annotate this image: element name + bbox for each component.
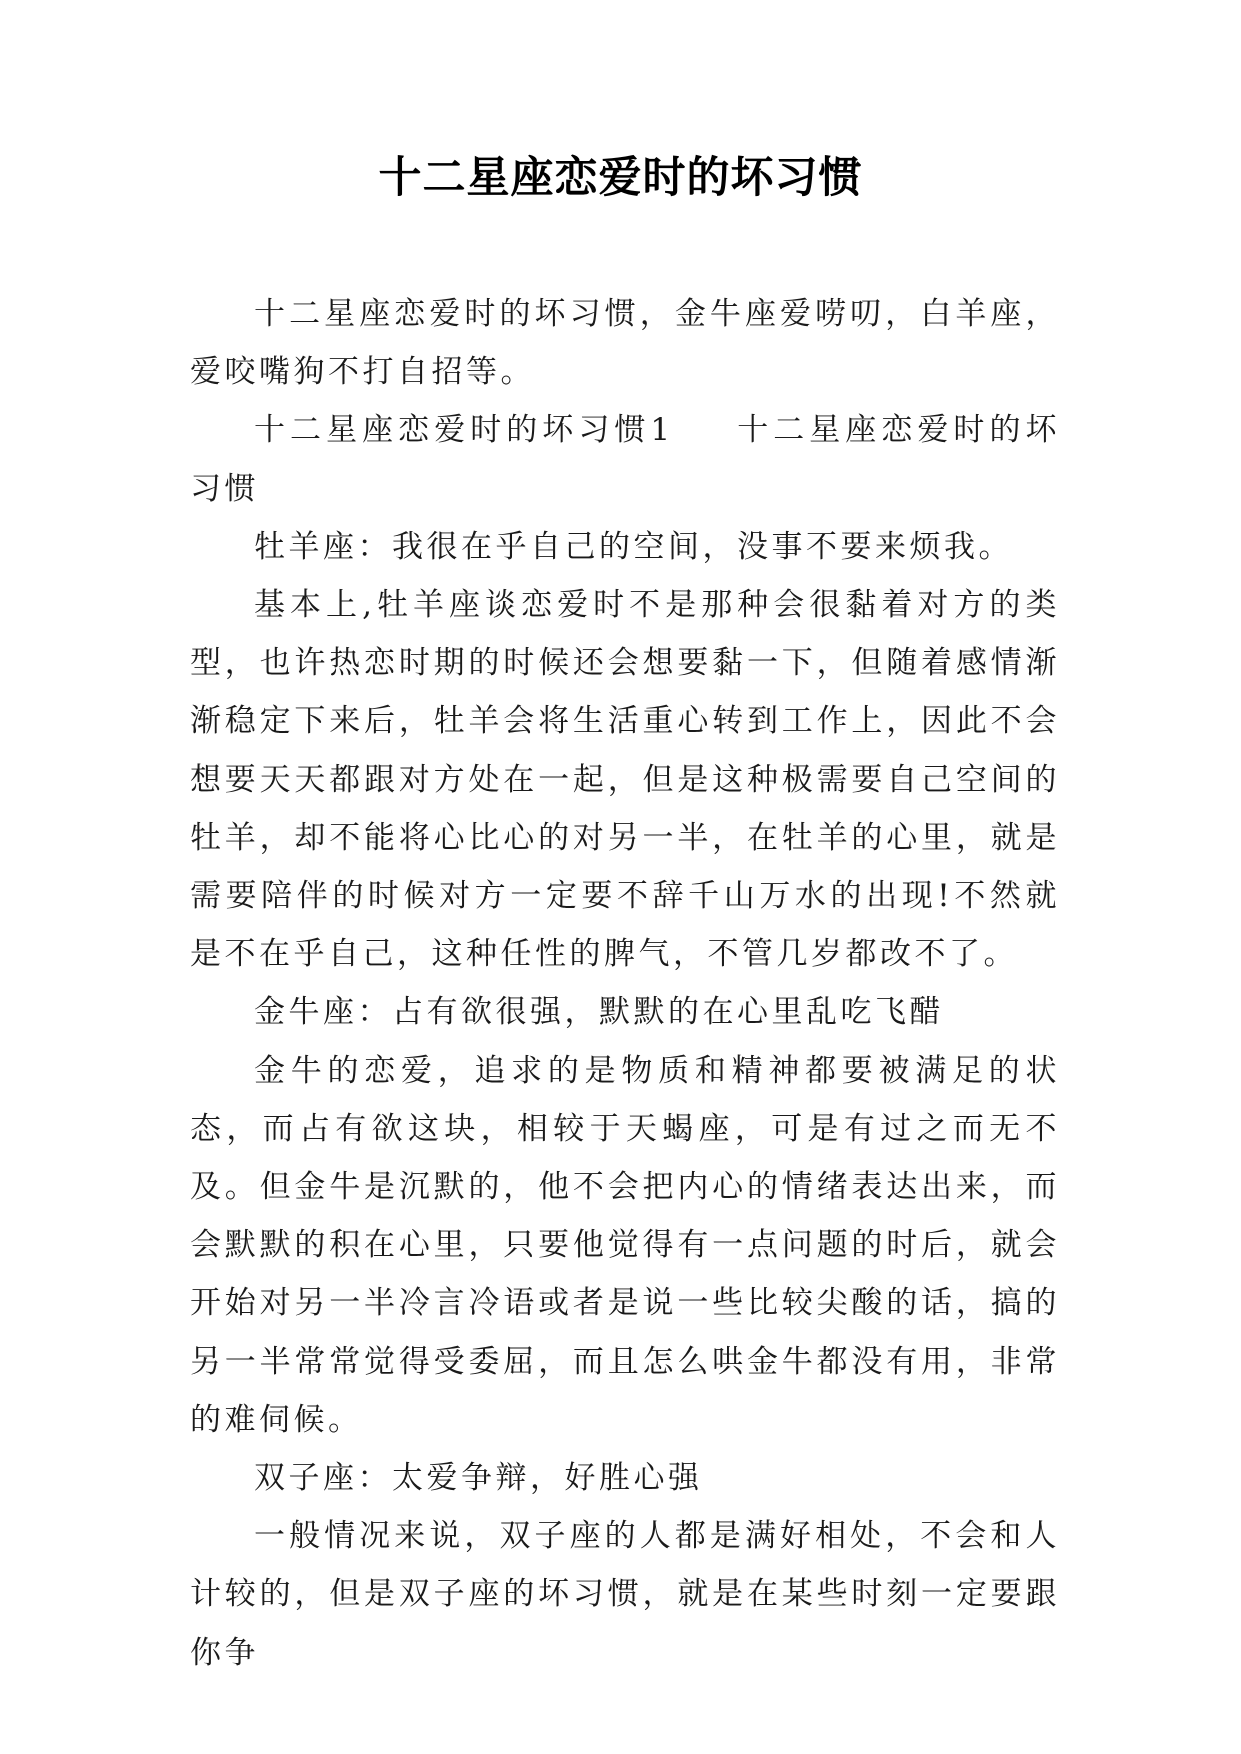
aries-paragraph: 基本上,牡羊座谈恋爱时不是那种会很黏着对方的类型，也许热恋时期的时候还会想要黏一下，但随着感情渐渐稳定下来后，牡羊会将生活重心转到工作上，因此不会想要天天都跟对方处在一起，但是这种极需要自己空间的牡羊，却不能将心比心的对另一半，在牡羊的心里，就是需要陪伴的时候对方一定要不辞千山万水的出现!不然就是不在乎自己，这种任性的脾气，不管几岁都改不了。 — [190, 587, 1060, 973]
aries-heading: 牡羊座：我很在乎自己的空间，没事不要来烦我。 — [254, 528, 1013, 565]
intro-paragraph: 十二星座恋爱时的坏习惯，金牛座爱唠叨，白羊座，爱咬嘴狗不打自招等。 — [190, 296, 1060, 391]
taurus-heading: 金牛座：占有欲很强，默默的在心里乱吃飞醋 — [254, 994, 944, 1031]
taurus-paragraph: 金牛的恋爱，追求的是物质和精神都要被满足的状态，而占有欲这块，相较于天蝎座，可是有过之而无不及。但金牛是沉默的，他不会把内心的情绪表达出来，而会默默的积在心里，只要他觉得有一点问题的时后，就会开始对另一半冷言冷语或者是说一些比较尖酸的话，搞的另一半常常觉得受委屈，而且怎么哄金牛都没有用，非常的难伺候。 — [190, 1052, 1060, 1438]
gemini-heading: 双子座：太爱争辩，好胜心强 — [254, 1460, 703, 1497]
section-heading-title: 十二星座恋爱时的坏习惯 — [190, 412, 1060, 507]
document-title: 十二星座恋爱时的坏习惯 — [378, 153, 863, 203]
document-body — [190, 285, 1060, 1682]
section-heading-number: 十二星座恋爱时的坏习惯1 — [254, 412, 674, 449]
gemini-paragraph: 一般情况来说，双子座的人都是满好相处，不会和人计较的，但是双子座的坏习惯，就是在某些时刻一定要跟你争 — [190, 1518, 1060, 1671]
section-heading-line — [190, 401, 1060, 517]
